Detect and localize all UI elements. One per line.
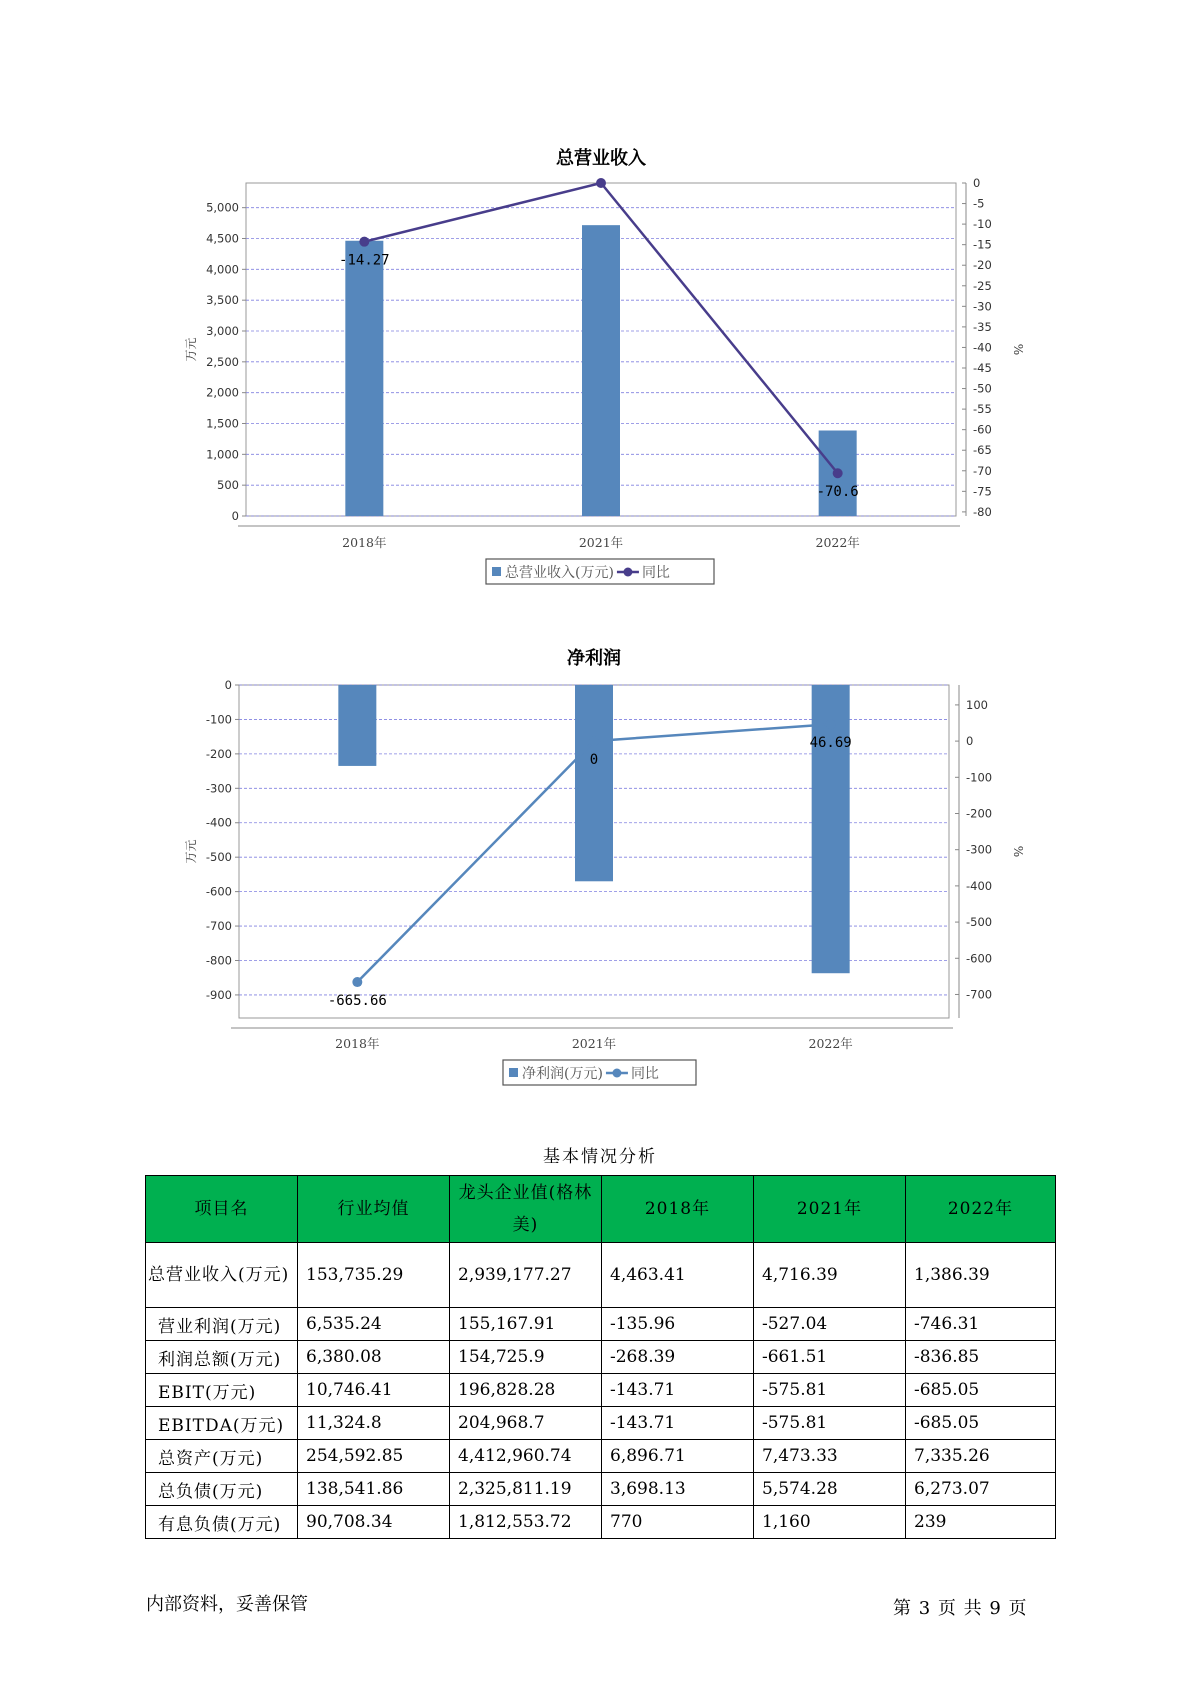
cell-value: 2,939,177.27 bbox=[450, 1243, 602, 1308]
header-industry-avg: 行业均值 bbox=[298, 1176, 450, 1243]
legend-bar-label: 净利润(万元) bbox=[522, 1066, 603, 1082]
table-row bbox=[146, 1341, 1056, 1374]
x-tick-label: 2022年 bbox=[808, 1036, 853, 1051]
y-tick-label: 1,000 bbox=[206, 447, 239, 462]
table-row bbox=[146, 1407, 1056, 1440]
y-tick-label: 4,500 bbox=[206, 231, 239, 246]
line-point bbox=[833, 468, 843, 478]
cell-value: -143.71 bbox=[602, 1374, 754, 1407]
bar bbox=[582, 225, 620, 516]
legend-bar-label: 总营业收入(万元) bbox=[505, 565, 614, 581]
chart-title: 净利润 bbox=[567, 648, 621, 669]
y-tick-label: -300 bbox=[205, 781, 232, 796]
cell-value: 6,273.07 bbox=[906, 1473, 1056, 1506]
table-header-row bbox=[146, 1176, 1056, 1243]
table-row bbox=[146, 1473, 1056, 1506]
cell-value: -836.85 bbox=[906, 1341, 1056, 1374]
cell-value: 3,698.13 bbox=[602, 1473, 754, 1506]
y2-tick-label: -5 bbox=[973, 196, 985, 211]
row-label: 总负债(万元) bbox=[146, 1473, 298, 1506]
data-label: -14.27 bbox=[339, 252, 390, 269]
y-tick-label: -400 bbox=[205, 815, 232, 830]
y-tick-label: 3,000 bbox=[206, 324, 239, 338]
header-leader-value: 龙头企业值(格林美) bbox=[450, 1176, 602, 1243]
line-point bbox=[596, 178, 606, 188]
y2-tick-label: -75 bbox=[973, 484, 992, 499]
table-row bbox=[146, 1243, 1056, 1308]
cell-value: 239 bbox=[906, 1506, 1056, 1539]
cell-value: 11,324.8 bbox=[298, 1407, 450, 1440]
data-label: -665.66 bbox=[327, 993, 387, 1010]
cell-value: -661.51 bbox=[754, 1341, 906, 1374]
y2-tick-label: -70 bbox=[973, 463, 992, 478]
y-tick-label: 2,000 bbox=[206, 385, 239, 400]
cell-value: 196,828.28 bbox=[450, 1374, 602, 1407]
cell-value: 4,463.41 bbox=[602, 1243, 754, 1308]
row-label: 总资产(万元) bbox=[146, 1440, 298, 1473]
y-tick-label: 500 bbox=[217, 478, 239, 493]
header-2022: 2022年 bbox=[906, 1176, 1056, 1243]
y-axis-title: 万元 bbox=[184, 839, 198, 864]
cell-value: 204,968.7 bbox=[450, 1407, 602, 1440]
y-tick-label: 0 bbox=[224, 678, 232, 692]
table-caption: 基本情况分析 bbox=[543, 1147, 657, 1167]
x-tick-label: 2021年 bbox=[571, 1036, 617, 1051]
net-profit-chart-svg bbox=[0, 640, 1191, 1100]
cell-value: 6,380.08 bbox=[298, 1341, 450, 1374]
y-tick-label: 1,500 bbox=[206, 416, 239, 431]
cell-value: -268.39 bbox=[602, 1341, 754, 1374]
bar bbox=[345, 241, 383, 516]
y2-tick-label: -50 bbox=[973, 381, 992, 396]
y2-axis-title: % bbox=[1011, 845, 1025, 858]
x-tick-label: 2018年 bbox=[342, 535, 387, 550]
y2-tick-label: -45 bbox=[973, 361, 992, 375]
data-label: -70.6 bbox=[816, 484, 859, 501]
y2-tick-label: -35 bbox=[973, 319, 992, 334]
row-label: 利润总额(万元) bbox=[146, 1341, 298, 1374]
line-point bbox=[826, 719, 836, 729]
basic-analysis-section bbox=[145, 1142, 1055, 1539]
y2-tick-label: -400 bbox=[966, 878, 993, 893]
cell-value: 155,167.91 bbox=[450, 1308, 602, 1341]
cell-value: -575.81 bbox=[754, 1374, 906, 1407]
y2-tick-label: -80 bbox=[973, 504, 992, 519]
footer-page-number: 第 3 页 共 9 页 bbox=[893, 1598, 1027, 1619]
legend-line-marker bbox=[623, 568, 632, 577]
y-tick-label: -700 bbox=[205, 919, 232, 934]
legend-line-label: 同比 bbox=[641, 565, 670, 581]
cell-value: 10,746.41 bbox=[298, 1374, 450, 1407]
y2-tick-label: -60 bbox=[973, 422, 992, 437]
y-tick-label: -100 bbox=[205, 712, 232, 727]
y2-tick-label: -500 bbox=[966, 915, 993, 930]
chart-title: 总营业收入 bbox=[556, 148, 646, 169]
y2-tick-label: -55 bbox=[973, 402, 992, 417]
cell-value: 6,535.24 bbox=[298, 1308, 450, 1341]
net-profit-chart bbox=[0, 640, 1191, 1100]
x-tick-label: 2022年 bbox=[815, 535, 860, 550]
y-tick-label: 5,000 bbox=[206, 200, 239, 215]
cell-value: -746.31 bbox=[906, 1308, 1056, 1341]
cell-value: 1,160 bbox=[754, 1506, 906, 1539]
y-tick-label: -900 bbox=[205, 987, 232, 1002]
cell-value: -135.96 bbox=[602, 1308, 754, 1341]
header-2018: 2018年 bbox=[602, 1176, 754, 1243]
cell-value: 153,735.29 bbox=[298, 1243, 450, 1308]
cell-value: 1,386.39 bbox=[906, 1243, 1056, 1308]
table-row bbox=[146, 1374, 1056, 1407]
y-axis-title: 万元 bbox=[184, 337, 198, 362]
cell-value: -527.04 bbox=[754, 1308, 906, 1341]
cell-value: 90,708.34 bbox=[298, 1506, 450, 1539]
line-point bbox=[352, 977, 362, 987]
cell-value: -143.71 bbox=[602, 1407, 754, 1440]
cell-value: 138,541.86 bbox=[298, 1473, 450, 1506]
line-point bbox=[589, 736, 599, 746]
data-label: 46.69 bbox=[809, 735, 852, 752]
y2-tick-label: -25 bbox=[973, 278, 992, 293]
y2-tick-label: -30 bbox=[973, 299, 992, 314]
basic-analysis-table bbox=[145, 1175, 1056, 1539]
footer-confidential-note: 内部资料，妥善保管 bbox=[146, 1594, 308, 1615]
y2-tick-label: 0 bbox=[966, 734, 974, 749]
cell-value: 154,725.9 bbox=[450, 1341, 602, 1374]
cell-value: 770 bbox=[602, 1506, 754, 1539]
table-row bbox=[146, 1440, 1056, 1473]
y-tick-label: 0 bbox=[231, 509, 239, 523]
cell-value: 5,574.28 bbox=[754, 1473, 906, 1506]
cell-value: 4,412,960.74 bbox=[450, 1440, 602, 1473]
cell-value: 254,592.85 bbox=[298, 1440, 450, 1473]
revenue-chart-svg bbox=[0, 140, 1191, 600]
y2-tick-label: -10 bbox=[973, 217, 992, 232]
x-tick-label: 2021年 bbox=[578, 535, 624, 550]
y2-tick-label: -600 bbox=[966, 951, 993, 966]
y2-tick-label: -700 bbox=[966, 987, 993, 1002]
bar bbox=[338, 685, 376, 766]
y-tick-label: -600 bbox=[205, 884, 232, 899]
y2-tick-label: -15 bbox=[973, 237, 992, 252]
row-label: EBITDA(万元) bbox=[146, 1407, 298, 1440]
revenue-chart bbox=[0, 140, 1191, 600]
row-label: EBIT(万元) bbox=[146, 1374, 298, 1407]
legend-line-label: 同比 bbox=[630, 1066, 659, 1082]
cell-value: 4,716.39 bbox=[754, 1243, 906, 1308]
y2-tick-label: 0 bbox=[973, 176, 981, 190]
y-tick-label: 4,000 bbox=[206, 262, 239, 277]
y-tick-label: -500 bbox=[205, 850, 232, 865]
row-label: 有息负债(万元) bbox=[146, 1506, 298, 1539]
line-point bbox=[359, 237, 369, 247]
y2-tick-label: 100 bbox=[966, 697, 988, 712]
legend-bar-swatch bbox=[492, 567, 501, 576]
row-label: 总营业收入(万元) bbox=[146, 1243, 298, 1308]
cell-value: 2,325,811.19 bbox=[450, 1473, 602, 1506]
table-row bbox=[146, 1308, 1056, 1341]
y2-tick-label: -40 bbox=[973, 340, 992, 355]
cell-value: 7,473.33 bbox=[754, 1440, 906, 1473]
row-label: 营业利润(万元) bbox=[146, 1308, 298, 1341]
y2-axis-title: % bbox=[1011, 343, 1025, 356]
cell-value: 6,896.71 bbox=[602, 1440, 754, 1473]
legend-bar-swatch bbox=[509, 1068, 518, 1077]
y2-tick-label: -65 bbox=[973, 443, 992, 458]
y-tick-label: -800 bbox=[205, 953, 232, 968]
y-tick-label: -200 bbox=[205, 746, 232, 761]
y-tick-label: 2,500 bbox=[206, 354, 239, 369]
header-item-name: 项目名 bbox=[146, 1176, 298, 1243]
y2-tick-label: -200 bbox=[966, 806, 993, 821]
y2-tick-label: -300 bbox=[966, 842, 993, 857]
bar bbox=[575, 685, 613, 881]
y-tick-label: 3,500 bbox=[206, 293, 239, 308]
data-label: 0 bbox=[589, 752, 599, 769]
cell-value: -575.81 bbox=[754, 1407, 906, 1440]
cell-value: 7,335.26 bbox=[906, 1440, 1056, 1473]
cell-value: -685.05 bbox=[906, 1374, 1056, 1407]
cell-value: -685.05 bbox=[906, 1407, 1056, 1440]
legend-line-marker bbox=[612, 1069, 621, 1078]
y2-tick-label: -100 bbox=[966, 770, 993, 785]
cell-value: 1,812,553.72 bbox=[450, 1506, 602, 1539]
header-2021: 2021年 bbox=[754, 1176, 906, 1243]
x-tick-label: 2018年 bbox=[335, 1036, 380, 1051]
table-row bbox=[146, 1506, 1056, 1539]
y2-tick-label: -20 bbox=[973, 258, 992, 273]
